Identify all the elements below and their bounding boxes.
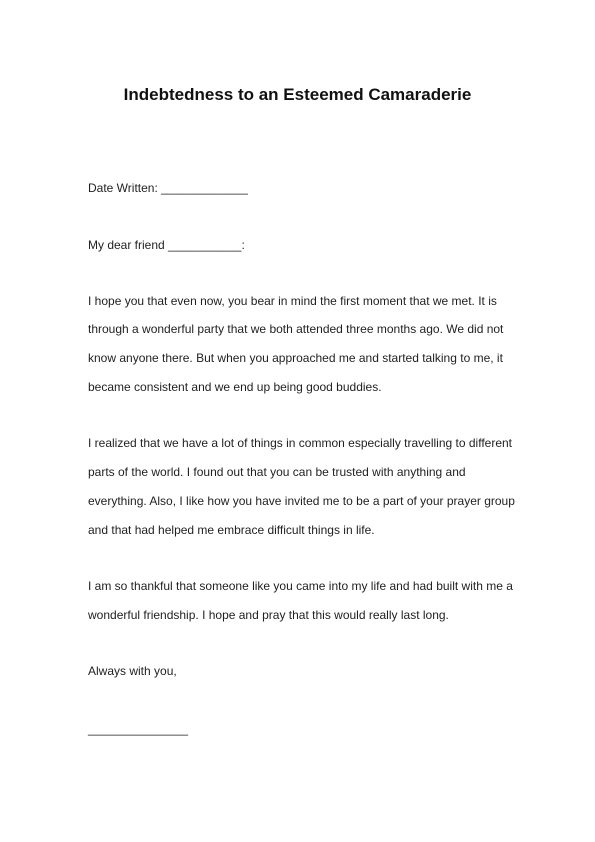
paragraph-2-line-4: and that had helped me embrace difficult things in life.: [88, 523, 375, 537]
page-title: Indebtedness to an Esteemed Camaraderie: [123, 85, 472, 104]
paragraph-3-line-1: I am so thankful that someone like you came into my life and had built with me a: [88, 579, 513, 593]
paragraph-1-line-2: through a wonderful party that we both attended three months ago. We did not: [88, 322, 504, 336]
paragraph-1-line-1: I hope you that even now, you bear in mind the first moment that we met. It is: [88, 294, 497, 308]
greeting-line: My dear friend ___________:: [88, 238, 245, 252]
paragraph-2-line-3: everything. Also, I like how you have invited me to be a part of your prayer group: [88, 494, 515, 508]
date-written-line: Date Written: _____________: [88, 181, 248, 195]
paragraph-1-line-4: became consistent and we end up being good buddies.: [88, 380, 382, 394]
paragraph-2-line-2: parts of the world. I found out that you can be trusted with anything and: [88, 465, 466, 479]
paragraph-1-line-3: know anyone there. But when you approached me and started talking to me, it: [88, 351, 503, 365]
closing-line: Always with you,: [88, 664, 177, 678]
paragraph-3-line-2: wonderful friendship. I hope and pray that this would really last long.: [88, 608, 449, 622]
paragraph-2-line-1: I realized that we have a lot of things in common especially travelling to different: [88, 436, 513, 450]
signature-line: _______________: [88, 722, 189, 736]
